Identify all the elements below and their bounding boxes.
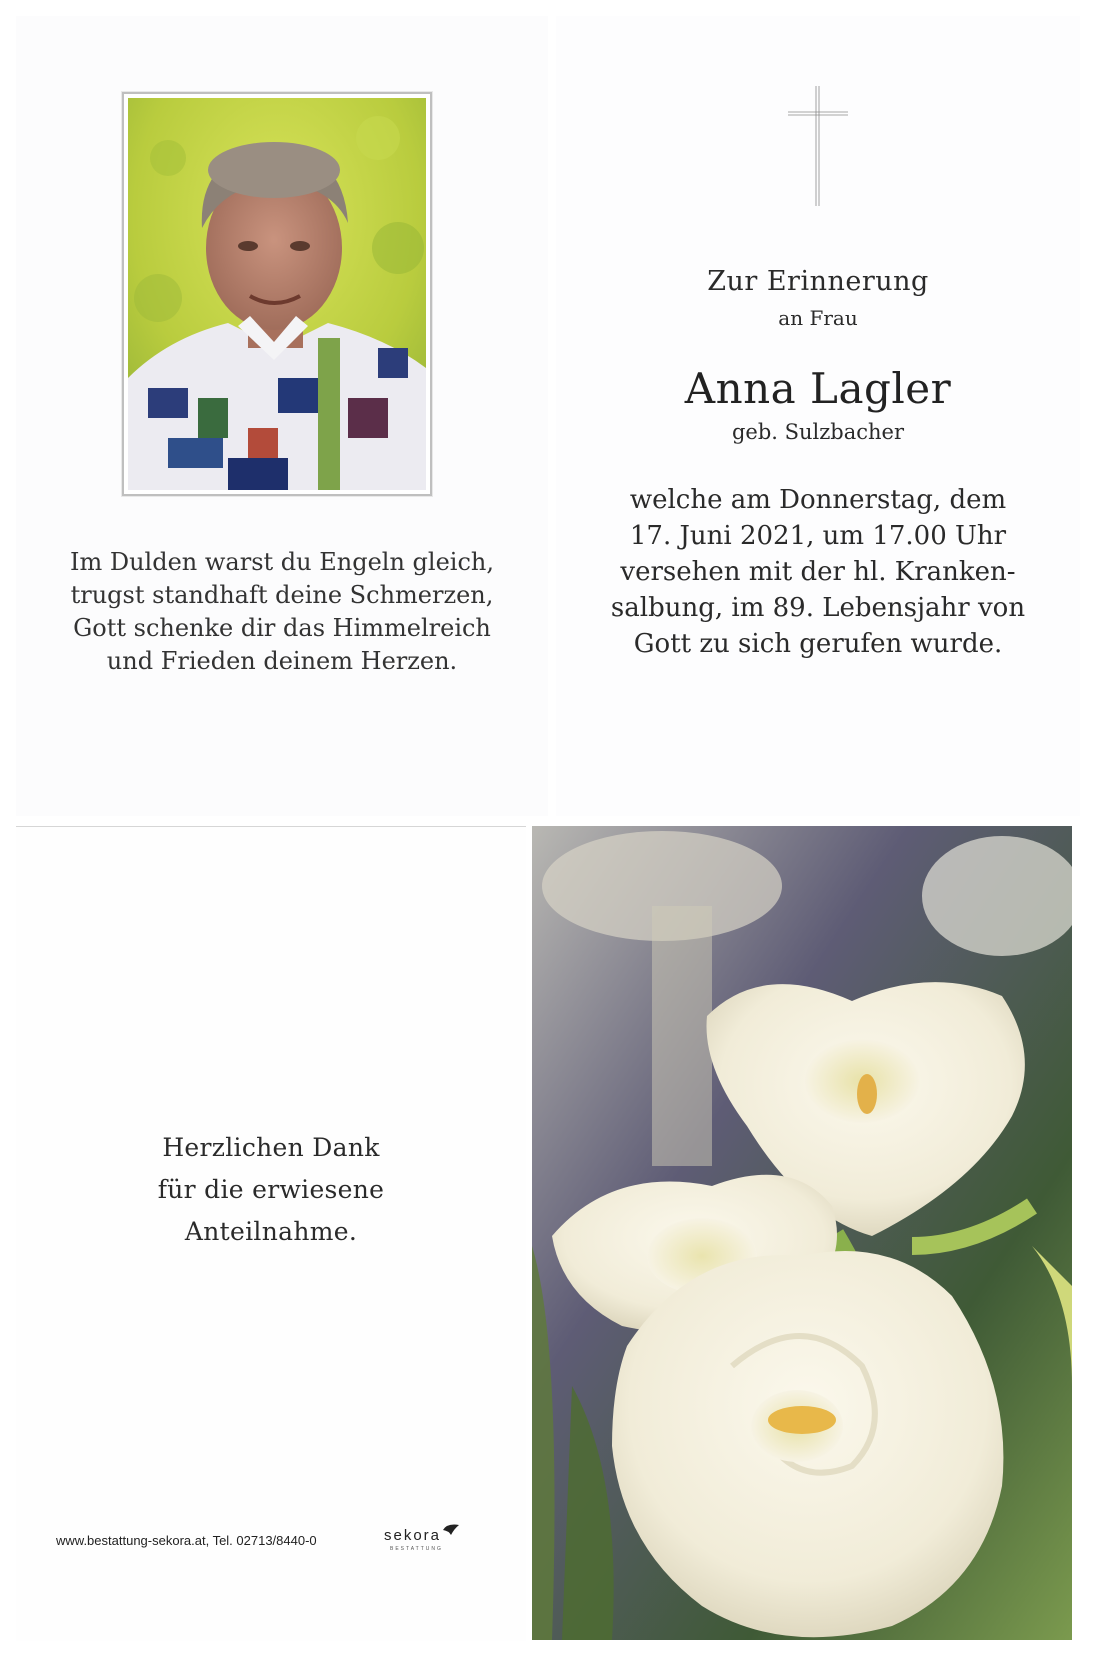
death-notice <box>556 482 1080 662</box>
thanks-line: Anteilnahme. <box>184 1217 358 1246</box>
portrait-photo <box>128 98 426 490</box>
poem-line: und Frieden deinem Herzen. <box>106 647 458 675</box>
lily-photo <box>532 826 1072 1640</box>
poem-line: trugst standhaft deine Schmerzen, <box>70 581 494 609</box>
poem-line: Gott schenke dir das Himmelreich <box>73 614 491 642</box>
footer-contact: www.bestattung-sekora.at, Tel. 02713/8440-0 <box>56 1533 317 1548</box>
thanks-line: Herzlichen Dank <box>162 1133 380 1162</box>
poem-line: Im Dulden warst du Engeln gleich, <box>69 548 494 576</box>
logo-subtext: BESTATTUNG <box>390 1546 443 1552</box>
death-notice-line: welche am Donnerstag, dem <box>629 485 1007 515</box>
card-front-left <box>16 16 548 816</box>
card-back-left <box>16 826 526 1641</box>
intro-heading: Zur Erinnerung <box>707 266 929 297</box>
sekora-logo <box>384 1525 464 1555</box>
intro-subheading: an Frau <box>778 306 858 330</box>
thanks-line: für die erwiesene <box>157 1175 385 1204</box>
card-front-right <box>556 16 1080 816</box>
logo-text: sekora <box>384 1527 442 1544</box>
poem <box>16 546 548 678</box>
deceased-name: Anna Lagler <box>684 364 952 413</box>
cross-icon <box>786 84 850 208</box>
maiden-name: geb. Sulzbacher <box>731 420 905 444</box>
leaf-icon <box>442 1523 460 1537</box>
death-notice-line: salbung, im 89. Lebensjahr von <box>610 593 1026 623</box>
death-notice-line: Gott zu sich gerufen wurde. <box>633 629 1003 659</box>
death-notice-line: 17. Juni 2021, um 17.00 Uhr <box>629 521 1007 551</box>
thanks-message <box>16 1127 526 1253</box>
portrait-frame <box>122 92 432 496</box>
death-notice-line: versehen mit der hl. Kranken- <box>620 557 1016 587</box>
